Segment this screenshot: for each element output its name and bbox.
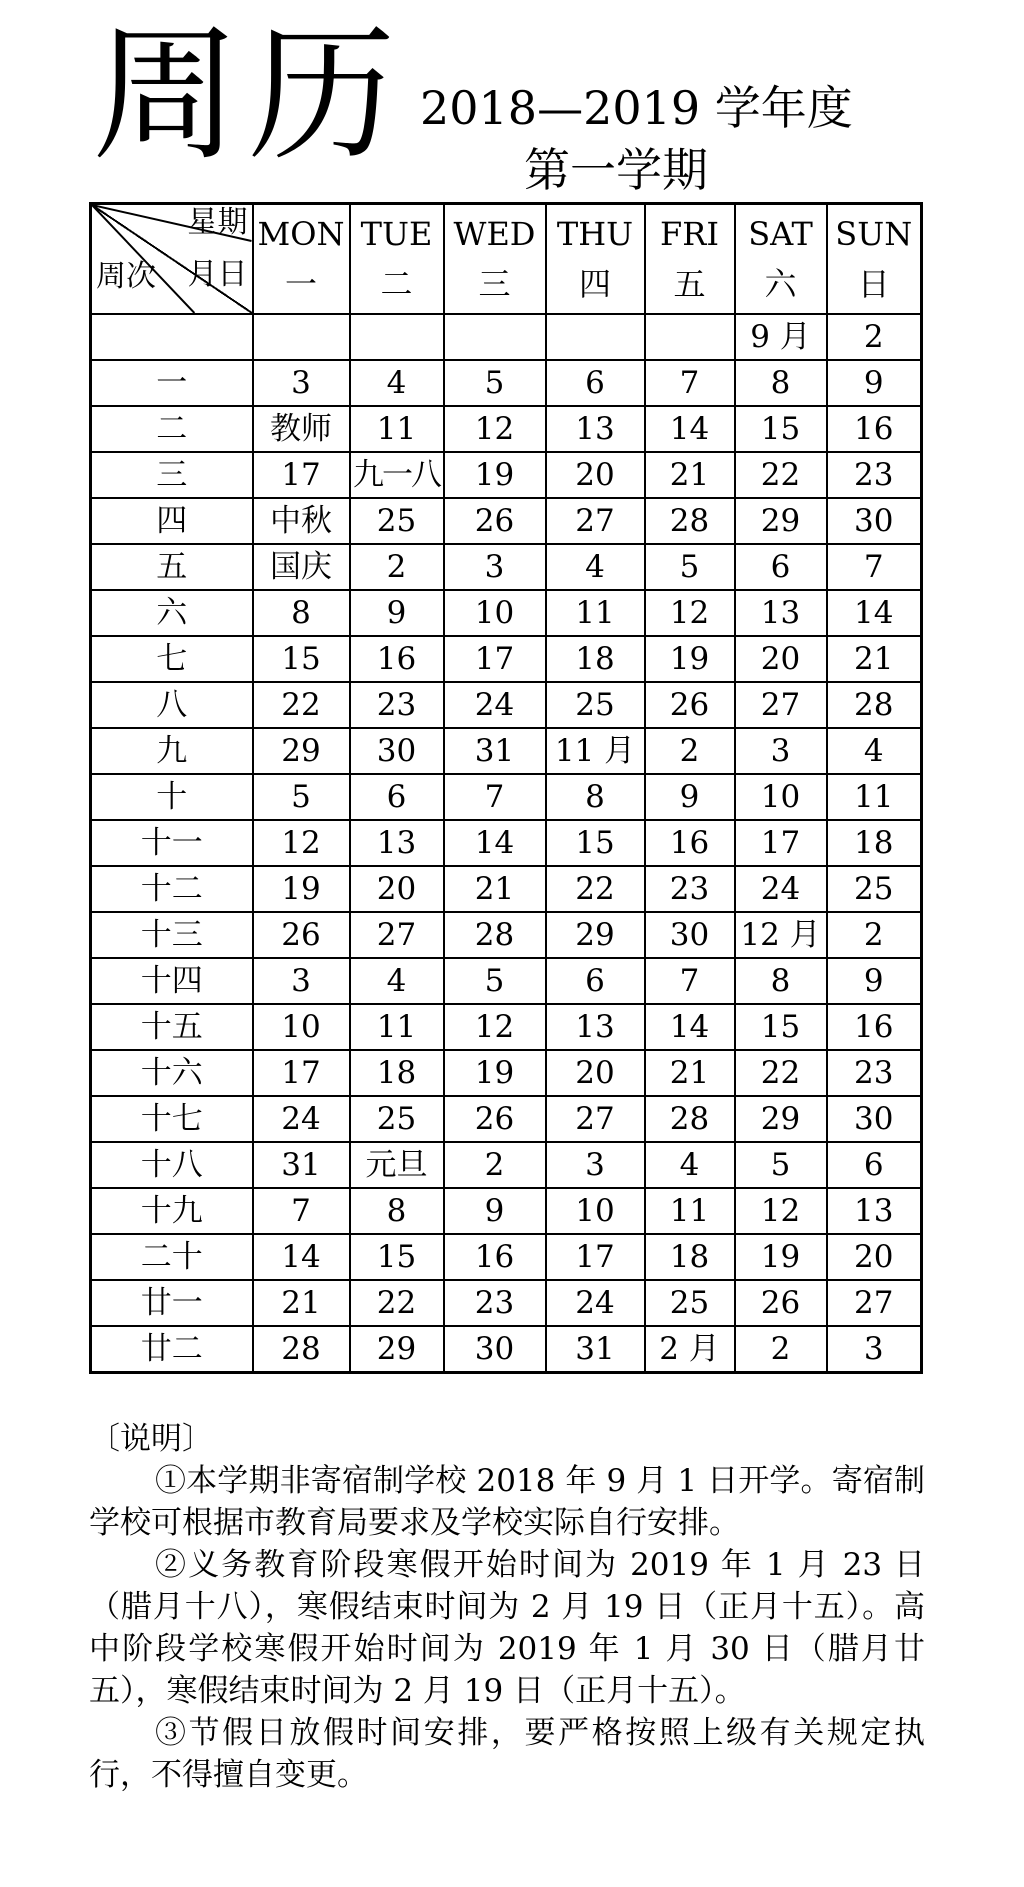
date-cell: 11	[350, 1004, 444, 1050]
date-cell: 10	[253, 1004, 350, 1050]
date-cell: 19	[253, 866, 350, 912]
date-cell: 2	[827, 314, 922, 360]
date-cell: 25	[350, 1096, 444, 1142]
week-number-cell	[91, 314, 253, 360]
date-cell: 25	[827, 866, 922, 912]
page-title: 周历	[92, 9, 404, 181]
calendar-body	[91, 314, 922, 1373]
date-cell: 19	[735, 1234, 827, 1280]
date-cell: 26	[253, 912, 350, 958]
date-cell: 3	[253, 958, 350, 1004]
date-cell: 28	[645, 498, 735, 544]
date-cell: 29	[546, 912, 645, 958]
date-cell: 5	[444, 360, 546, 406]
date-cell: 28	[253, 1326, 350, 1373]
date-cell: 18	[546, 636, 645, 682]
week-row	[91, 958, 922, 1004]
week-number-cell: 五	[91, 544, 253, 590]
day-en-label: THU	[556, 215, 634, 253]
week-number-cell: 十六	[91, 1050, 253, 1096]
date-cell: 16	[350, 636, 444, 682]
date-cell: 13	[827, 1188, 922, 1234]
date-cell: 14	[827, 590, 922, 636]
week-number-cell: 十三	[91, 912, 253, 958]
note-item-1: ①本学期非寄宿制学校 2018 年 9 月 1 日开学。寄宿制学校可根据市教育局要求及学校实际自行安排。	[89, 1463, 925, 1541]
date-cell: 30	[827, 498, 922, 544]
note-item-3: ③节假日放假时间安排，要严格按照上级有关规定执行，不得擅自变更。	[89, 1715, 925, 1793]
day-en-label: WED	[453, 215, 536, 253]
date-cell: 6	[350, 774, 444, 820]
date-cell: 25	[350, 498, 444, 544]
week-row	[91, 682, 922, 728]
date-cell: 7	[827, 544, 922, 590]
week-row	[91, 912, 922, 958]
date-cell: 国庆	[253, 544, 350, 590]
week-row	[91, 1234, 922, 1280]
date-cell: 29	[350, 1326, 444, 1373]
date-cell: 8	[735, 958, 827, 1004]
corner-label-week-number: 周次	[96, 259, 156, 294]
corner-header-cell	[91, 204, 253, 315]
date-cell: 14	[253, 1234, 350, 1280]
week-row	[91, 866, 922, 912]
day-en-label: SAT	[748, 215, 813, 253]
date-cell: 26	[645, 682, 735, 728]
day-zh-label: 四	[578, 265, 611, 303]
week-row	[91, 590, 922, 636]
date-cell: 4	[350, 958, 444, 1004]
date-cell: 31	[546, 1326, 645, 1373]
date-cell: 4	[645, 1142, 735, 1188]
week-number-cell: 四	[91, 498, 253, 544]
date-cell: 14	[444, 820, 546, 866]
week-number-cell: 十九	[91, 1188, 253, 1234]
date-cell: 17	[735, 820, 827, 866]
week-row	[91, 820, 922, 866]
date-cell: 12	[253, 820, 350, 866]
date-cell: 29	[735, 498, 827, 544]
date-cell: 23	[350, 682, 444, 728]
date-cell: 20	[546, 452, 645, 498]
week-number-cell: 十五	[91, 1004, 253, 1050]
week-number-cell: 七	[91, 636, 253, 682]
date-cell: 2 月	[645, 1326, 735, 1373]
date-cell: 19	[645, 636, 735, 682]
day-header-tue	[350, 204, 444, 315]
day-en-label: TUE	[360, 215, 433, 253]
date-cell: 13	[735, 590, 827, 636]
date-cell: 5	[253, 774, 350, 820]
date-cell: 23	[827, 1050, 922, 1096]
school-year-title: 2018—2019 学年度	[420, 81, 853, 135]
day-zh-label: 二	[380, 265, 413, 303]
day-header-wed	[444, 204, 546, 315]
day-zh-label: 六	[764, 265, 797, 303]
date-cell: 5	[645, 544, 735, 590]
date-cell: 26	[735, 1280, 827, 1326]
date-cell: 九一八	[350, 452, 444, 498]
date-cell: 17	[444, 636, 546, 682]
date-cell: 21	[645, 452, 735, 498]
date-cell: 教师	[253, 406, 350, 452]
date-cell: 19	[444, 452, 546, 498]
date-cell: 3	[253, 360, 350, 406]
date-cell: 22	[546, 866, 645, 912]
week-row	[91, 498, 922, 544]
date-cell: 16	[645, 820, 735, 866]
date-cell: 9	[444, 1188, 546, 1234]
week-number-cell: 十八	[91, 1142, 253, 1188]
date-cell: 20	[735, 636, 827, 682]
date-cell: 29	[253, 728, 350, 774]
date-cell: 6	[546, 958, 645, 1004]
date-cell	[546, 314, 645, 360]
date-cell: 28	[827, 682, 922, 728]
day-header-sun	[827, 204, 922, 315]
date-cell: 28	[645, 1096, 735, 1142]
date-cell: 27	[546, 1096, 645, 1142]
date-cell: 8	[735, 360, 827, 406]
date-cell: 7	[645, 958, 735, 1004]
notes-heading: 〔说明〕	[89, 1421, 213, 1457]
day-en-label: SUN	[835, 215, 913, 253]
week-row	[91, 406, 922, 452]
date-cell: 20	[827, 1234, 922, 1280]
date-cell: 6	[827, 1142, 922, 1188]
date-cell: 21	[827, 636, 922, 682]
corner-label-month-day: 月日	[187, 257, 248, 292]
week-number-cell: 八	[91, 682, 253, 728]
day-header-fri	[645, 204, 735, 315]
date-cell: 15	[350, 1234, 444, 1280]
date-cell: 14	[645, 406, 735, 452]
date-cell: 25	[645, 1280, 735, 1326]
week-number-cell: 二	[91, 406, 253, 452]
week-row	[91, 728, 922, 774]
date-cell: 12 月	[735, 912, 827, 958]
week-row	[91, 360, 922, 406]
day-zh-label: 三	[478, 265, 511, 303]
date-cell: 8	[350, 1188, 444, 1234]
week-row	[91, 1004, 922, 1050]
date-cell: 22	[735, 452, 827, 498]
date-cell: 4	[350, 360, 444, 406]
week-number-cell: 六	[91, 590, 253, 636]
date-cell: 23	[827, 452, 922, 498]
date-cell: 15	[546, 820, 645, 866]
date-cell: 16	[444, 1234, 546, 1280]
date-cell: 11	[645, 1188, 735, 1234]
date-cell: 2	[350, 544, 444, 590]
date-cell: 26	[444, 498, 546, 544]
week-row	[91, 636, 922, 682]
date-cell: 11	[827, 774, 922, 820]
date-cell: 6	[546, 360, 645, 406]
week-number-cell: 十四	[91, 958, 253, 1004]
date-cell: 12	[735, 1188, 827, 1234]
date-cell: 16	[827, 1004, 922, 1050]
date-cell: 4	[546, 544, 645, 590]
date-cell: 元旦	[350, 1142, 444, 1188]
date-cell: 9	[645, 774, 735, 820]
date-cell: 27	[546, 498, 645, 544]
date-cell: 18	[350, 1050, 444, 1096]
note-item-2: ②义务教育阶段寒假开始时间为 2019 年 1 月 23 日（腊月十八），寒假结束时间为 2 月 19 日（正月十五）。高中阶段学校寒假开始时间为 2019 年 1 月 30 日（腊月廿五），寒假结束时间为 2 月 19 日（正月十五）。	[89, 1547, 925, 1709]
corner-label-weekday: 星期	[187, 205, 248, 240]
date-cell: 20	[546, 1050, 645, 1096]
week-number-cell: 九	[91, 728, 253, 774]
date-cell: 23	[645, 866, 735, 912]
week-row	[91, 1326, 922, 1373]
date-cell: 2	[444, 1142, 546, 1188]
date-cell: 25	[546, 682, 645, 728]
date-cell: 18	[827, 820, 922, 866]
date-cell: 20	[350, 866, 444, 912]
date-cell: 22	[350, 1280, 444, 1326]
date-cell: 22	[735, 1050, 827, 1096]
week-row	[91, 314, 922, 360]
week-number-cell: 廿一	[91, 1280, 253, 1326]
date-cell	[645, 314, 735, 360]
date-cell: 11	[546, 590, 645, 636]
date-cell: 30	[827, 1096, 922, 1142]
day-header-thu	[546, 204, 645, 315]
week-row	[91, 452, 922, 498]
day-zh-label: 日	[857, 265, 890, 303]
date-cell: 19	[444, 1050, 546, 1096]
week-number-cell: 十二	[91, 866, 253, 912]
date-cell: 27	[350, 912, 444, 958]
date-cell: 13	[546, 1004, 645, 1050]
date-cell: 27	[827, 1280, 922, 1326]
date-cell	[444, 314, 546, 360]
date-cell: 31	[253, 1142, 350, 1188]
date-cell: 13	[546, 406, 645, 452]
date-cell: 9 月	[735, 314, 827, 360]
date-cell	[350, 314, 444, 360]
date-cell: 22	[253, 682, 350, 728]
day-zh-label: 一	[284, 265, 317, 303]
day-en-label: FRI	[660, 215, 719, 253]
date-cell: 24	[444, 682, 546, 728]
date-cell: 2	[645, 728, 735, 774]
date-cell: 9	[350, 590, 444, 636]
week-number-cell: 廿二	[91, 1326, 253, 1373]
date-cell: 29	[735, 1096, 827, 1142]
date-cell: 2	[827, 912, 922, 958]
date-cell: 9	[827, 360, 922, 406]
date-cell: 12	[444, 1004, 546, 1050]
date-cell: 3	[735, 728, 827, 774]
date-cell: 7	[645, 360, 735, 406]
week-number-cell: 十	[91, 774, 253, 820]
table-header-row	[91, 204, 922, 315]
date-cell: 6	[735, 544, 827, 590]
date-cell: 7	[253, 1188, 350, 1234]
date-cell: 5	[444, 958, 546, 1004]
day-en-label: MON	[257, 215, 345, 253]
date-cell: 23	[444, 1280, 546, 1326]
date-cell: 24	[253, 1096, 350, 1142]
date-cell: 15	[735, 1004, 827, 1050]
date-cell: 12	[645, 590, 735, 636]
date-cell: 17	[546, 1234, 645, 1280]
week-row	[91, 1050, 922, 1096]
date-cell: 10	[546, 1188, 645, 1234]
notes-section	[89, 1418, 925, 1796]
date-cell: 21	[645, 1050, 735, 1096]
week-number-cell: 一	[91, 360, 253, 406]
day-header-sat	[735, 204, 827, 315]
date-cell: 7	[444, 774, 546, 820]
date-cell: 21	[253, 1280, 350, 1326]
week-calendar-table	[89, 202, 923, 1374]
week-row	[91, 1142, 922, 1188]
week-number-cell: 十七	[91, 1096, 253, 1142]
date-cell: 14	[645, 1004, 735, 1050]
term-title: 第一学期	[524, 143, 708, 197]
date-cell: 30	[645, 912, 735, 958]
week-number-cell: 二十	[91, 1234, 253, 1280]
date-cell: 24	[735, 866, 827, 912]
date-cell: 18	[645, 1234, 735, 1280]
day-header-mon	[253, 204, 350, 315]
week-number-cell: 三	[91, 452, 253, 498]
date-cell: 8	[546, 774, 645, 820]
week-number-cell: 十一	[91, 820, 253, 866]
date-cell: 17	[253, 452, 350, 498]
date-cell: 5	[735, 1142, 827, 1188]
week-row	[91, 1280, 922, 1326]
date-cell: 4	[827, 728, 922, 774]
date-cell: 30	[350, 728, 444, 774]
date-cell: 15	[735, 406, 827, 452]
day-zh-label: 五	[673, 265, 706, 303]
week-row	[91, 1096, 922, 1142]
week-row	[91, 1188, 922, 1234]
date-cell: 13	[350, 820, 444, 866]
date-cell: 11 月	[546, 728, 645, 774]
date-cell: 10	[735, 774, 827, 820]
date-cell: 中秋	[253, 498, 350, 544]
date-cell: 15	[253, 636, 350, 682]
date-cell: 10	[444, 590, 546, 636]
date-cell: 24	[546, 1280, 645, 1326]
date-cell: 9	[827, 958, 922, 1004]
date-cell: 2	[735, 1326, 827, 1373]
date-cell: 3	[444, 544, 546, 590]
date-cell: 27	[735, 682, 827, 728]
date-cell: 30	[444, 1326, 546, 1373]
date-cell	[253, 314, 350, 360]
week-row	[91, 544, 922, 590]
date-cell: 21	[444, 866, 546, 912]
week-row	[91, 774, 922, 820]
date-cell: 28	[444, 912, 546, 958]
date-cell: 3	[546, 1142, 645, 1188]
date-cell: 3	[827, 1326, 922, 1373]
date-cell: 26	[444, 1096, 546, 1142]
date-cell: 8	[253, 590, 350, 636]
date-cell: 11	[350, 406, 444, 452]
date-cell: 17	[253, 1050, 350, 1096]
date-cell: 12	[444, 406, 546, 452]
date-cell: 31	[444, 728, 546, 774]
date-cell: 16	[827, 406, 922, 452]
